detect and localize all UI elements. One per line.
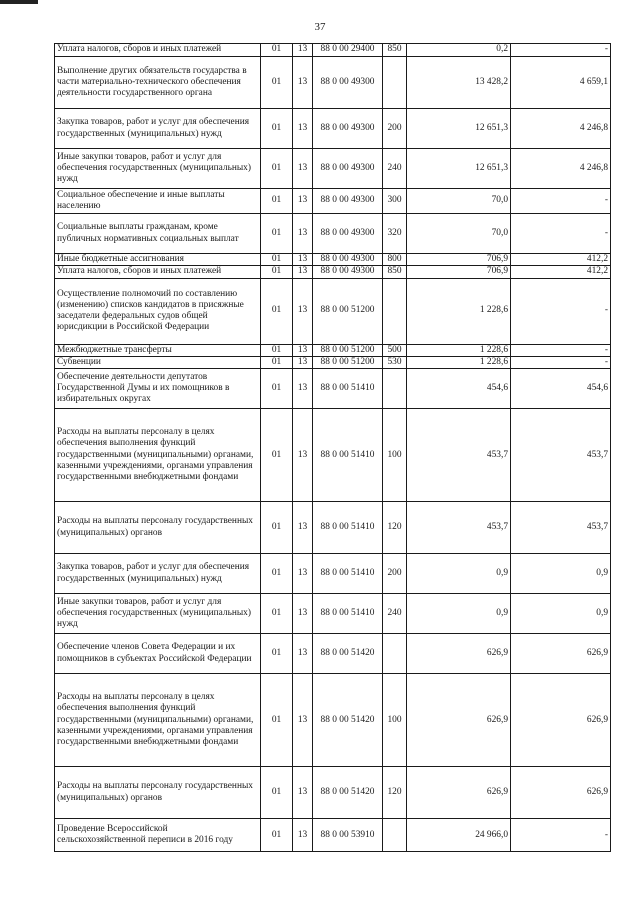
target-article-cell: 88 0 00 29400 [313, 44, 383, 57]
target-article-cell: 88 0 00 53910 [313, 819, 383, 852]
expense-name-cell: Субвенции [55, 356, 261, 368]
table-row [55, 149, 611, 189]
expense-name-cell: Уплата налогов, сборов и иных платежей [55, 266, 261, 278]
subsection-code-cell: 13 [293, 634, 313, 674]
subsection-code-cell: 13 [293, 369, 313, 409]
amount-cell: 4 246,8 [511, 149, 611, 189]
table-row [55, 819, 611, 852]
amount-cell: 412,2 [511, 266, 611, 278]
table-row [55, 409, 611, 502]
table-row [55, 767, 611, 819]
expense-type-cell [383, 278, 407, 344]
amount-cell: 626,9 [407, 674, 511, 767]
amount-cell: 0,2 [407, 44, 511, 57]
subsection-code-cell: 13 [293, 356, 313, 368]
expense-name-cell: Межбюджетные трансферты [55, 344, 261, 356]
expense-type-cell: 320 [383, 214, 407, 254]
expense-type-cell: 850 [383, 44, 407, 57]
table-row [55, 356, 611, 368]
expense-name-cell: Расходы на выплаты персоналу в целях обеспечения выполнения функций государственными (муниципальными) органами, казенными учреждениями, органами управления государственными внебюджетными фондами [55, 674, 261, 767]
amount-cell: 0,9 [407, 594, 511, 634]
subsection-code-cell: 13 [293, 767, 313, 819]
expense-type-cell: 120 [383, 767, 407, 819]
target-article-cell: 88 0 00 51200 [313, 356, 383, 368]
target-article-cell: 88 0 00 49300 [313, 57, 383, 109]
section-code-cell: 01 [261, 356, 293, 368]
expense-type-cell [383, 57, 407, 109]
subsection-code-cell: 13 [293, 44, 313, 57]
amount-cell: 0,9 [407, 554, 511, 594]
target-article-cell: 88 0 00 49300 [313, 149, 383, 189]
expense-name-cell: Закупка товаров, работ и услуг для обеспечения государственных (муниципальных) нужд [55, 554, 261, 594]
amount-cell: - [511, 344, 611, 356]
target-article-cell: 88 0 00 49300 [313, 266, 383, 278]
amount-cell: 0,9 [511, 554, 611, 594]
section-code-cell: 01 [261, 502, 293, 554]
section-code-cell: 01 [261, 674, 293, 767]
amount-cell: 12 651,3 [407, 149, 511, 189]
budget-table [54, 43, 611, 852]
amount-cell: 24 966,0 [407, 819, 511, 852]
table-row [55, 502, 611, 554]
subsection-code-cell: 13 [293, 674, 313, 767]
amount-cell: 1 228,6 [407, 278, 511, 344]
amount-cell: 453,7 [407, 409, 511, 502]
amount-cell: 4 246,8 [511, 109, 611, 149]
expense-type-cell: 530 [383, 356, 407, 368]
expense-type-cell [383, 634, 407, 674]
expense-type-cell [383, 369, 407, 409]
expense-name-cell: Уплата налогов, сборов и иных платежей [55, 44, 261, 57]
amount-cell: 706,9 [407, 266, 511, 278]
amount-cell: - [511, 214, 611, 254]
subsection-code-cell: 13 [293, 409, 313, 502]
expense-type-cell: 500 [383, 344, 407, 356]
amount-cell: 454,6 [511, 369, 611, 409]
expense-type-cell: 240 [383, 594, 407, 634]
amount-cell: - [511, 356, 611, 368]
target-article-cell: 88 0 00 51410 [313, 409, 383, 502]
amount-cell: - [511, 278, 611, 344]
table-row [55, 674, 611, 767]
expense-type-cell: 200 [383, 109, 407, 149]
subsection-code-cell: 13 [293, 819, 313, 852]
section-code-cell: 01 [261, 149, 293, 189]
amount-cell: - [511, 819, 611, 852]
expense-name-cell: Обеспечение деятельности депутатов Государственной Думы и их помощников в избирательных округах [55, 369, 261, 409]
scan-corner-mark [0, 0, 38, 4]
amount-cell: 13 428,2 [407, 57, 511, 109]
expense-type-cell: 850 [383, 266, 407, 278]
amount-cell: 706,9 [407, 254, 511, 266]
section-code-cell: 01 [261, 189, 293, 214]
section-code-cell: 01 [261, 409, 293, 502]
subsection-code-cell: 13 [293, 149, 313, 189]
expense-name-cell: Расходы на выплаты персоналу в целях обеспечения выполнения функций государственными (муниципальными) органами, казенными учреждениями, органами управления государственными внебюджетными фондами [55, 409, 261, 502]
expense-name-cell: Социальные выплаты гражданам, кроме публичных нормативных социальных выплат [55, 214, 261, 254]
amount-cell: 626,9 [511, 634, 611, 674]
amount-cell: 453,7 [407, 502, 511, 554]
expense-type-cell: 800 [383, 254, 407, 266]
expense-name-cell: Закупка товаров, работ и услуг для обеспечения государственных (муниципальных) нужд [55, 109, 261, 149]
target-article-cell: 88 0 00 51200 [313, 278, 383, 344]
amount-cell: 453,7 [511, 502, 611, 554]
target-article-cell: 88 0 00 51200 [313, 344, 383, 356]
subsection-code-cell: 13 [293, 278, 313, 344]
target-article-cell: 88 0 00 49300 [313, 109, 383, 149]
amount-cell: 626,9 [407, 634, 511, 674]
expense-type-cell: 120 [383, 502, 407, 554]
table-row [55, 594, 611, 634]
table-row [55, 266, 611, 278]
target-article-cell: 88 0 00 49300 [313, 214, 383, 254]
section-code-cell: 01 [261, 369, 293, 409]
amount-cell: - [511, 189, 611, 214]
page-number: 37 [314, 21, 326, 33]
amount-cell: 454,6 [407, 369, 511, 409]
section-code-cell: 01 [261, 594, 293, 634]
expense-name-cell: Иные закупки товаров, работ и услуг для обеспечения государственных (муниципальных) нужд [55, 594, 261, 634]
section-code-cell: 01 [261, 767, 293, 819]
amount-cell: 453,7 [511, 409, 611, 502]
section-code-cell: 01 [261, 278, 293, 344]
expense-type-cell: 300 [383, 189, 407, 214]
subsection-code-cell: 13 [293, 214, 313, 254]
amount-cell: 70,0 [407, 189, 511, 214]
subsection-code-cell: 13 [293, 594, 313, 634]
target-article-cell: 88 0 00 49300 [313, 254, 383, 266]
target-article-cell: 88 0 00 51410 [313, 554, 383, 594]
subsection-code-cell: 13 [293, 502, 313, 554]
target-article-cell: 88 0 00 49300 [313, 189, 383, 214]
section-code-cell: 01 [261, 44, 293, 57]
amount-cell: - [511, 44, 611, 57]
expense-name-cell: Осуществление полномочий по составлению (изменению) списков кандидатов в присяжные заседатели федеральных судов общей юрисдикции в Российской Федерации [55, 278, 261, 344]
expense-name-cell: Иные закупки товаров, работ и услуг для обеспечения государственных (муниципальных) нужд [55, 149, 261, 189]
table-row [55, 554, 611, 594]
section-code-cell: 01 [261, 254, 293, 266]
table-row [55, 369, 611, 409]
expense-name-cell: Выполнение других обязательств государства в части материально-технического обеспечения деятельности государственного органа [55, 57, 261, 109]
expense-type-cell: 100 [383, 674, 407, 767]
subsection-code-cell: 13 [293, 554, 313, 594]
section-code-cell: 01 [261, 554, 293, 594]
section-code-cell: 01 [261, 57, 293, 109]
expense-type-cell [383, 819, 407, 852]
section-code-cell: 01 [261, 634, 293, 674]
expense-type-cell: 240 [383, 149, 407, 189]
section-code-cell: 01 [261, 266, 293, 278]
section-code-cell: 01 [261, 109, 293, 149]
expense-name-cell: Обеспечение членов Совета Федерации и их помощников в субъектах Российской Федерации [55, 634, 261, 674]
target-article-cell: 88 0 00 51410 [313, 594, 383, 634]
subsection-code-cell: 13 [293, 57, 313, 109]
target-article-cell: 88 0 00 51420 [313, 674, 383, 767]
amount-cell: 70,0 [407, 214, 511, 254]
amount-cell: 4 659,1 [511, 57, 611, 109]
subsection-code-cell: 13 [293, 254, 313, 266]
amount-cell: 412,2 [511, 254, 611, 266]
amount-cell: 1 228,6 [407, 356, 511, 368]
table-row [55, 189, 611, 214]
expense-name-cell: Проведение Всероссийской сельскохозяйственной переписи в 2016 году [55, 819, 261, 852]
subsection-code-cell: 13 [293, 189, 313, 214]
section-code-cell: 01 [261, 344, 293, 356]
expense-name-cell: Расходы на выплаты персоналу государственных (муниципальных) органов [55, 502, 261, 554]
budget-table-body [55, 44, 611, 852]
expense-name-cell: Социальное обеспечение и иные выплаты населению [55, 189, 261, 214]
table-row [55, 44, 611, 57]
target-article-cell: 88 0 00 51410 [313, 369, 383, 409]
section-code-cell: 01 [261, 819, 293, 852]
table-row [55, 57, 611, 109]
subsection-code-cell: 13 [293, 344, 313, 356]
amount-cell: 0,9 [511, 594, 611, 634]
expense-type-cell: 100 [383, 409, 407, 502]
amount-cell: 12 651,3 [407, 109, 511, 149]
target-article-cell: 88 0 00 51420 [313, 634, 383, 674]
table-row [55, 278, 611, 344]
section-code-cell: 01 [261, 214, 293, 254]
expense-type-cell: 200 [383, 554, 407, 594]
table-row [55, 109, 611, 149]
target-article-cell: 88 0 00 51410 [313, 502, 383, 554]
table-row [55, 634, 611, 674]
amount-cell: 1 228,6 [407, 344, 511, 356]
expense-name-cell: Иные бюджетные ассигнования [55, 254, 261, 266]
target-article-cell: 88 0 00 51420 [313, 767, 383, 819]
table-row [55, 254, 611, 266]
expense-name-cell: Расходы на выплаты персоналу государственных (муниципальных) органов [55, 767, 261, 819]
subsection-code-cell: 13 [293, 266, 313, 278]
table-row [55, 214, 611, 254]
amount-cell: 626,9 [511, 767, 611, 819]
amount-cell: 626,9 [511, 674, 611, 767]
subsection-code-cell: 13 [293, 109, 313, 149]
amount-cell: 626,9 [407, 767, 511, 819]
table-row [55, 344, 611, 356]
